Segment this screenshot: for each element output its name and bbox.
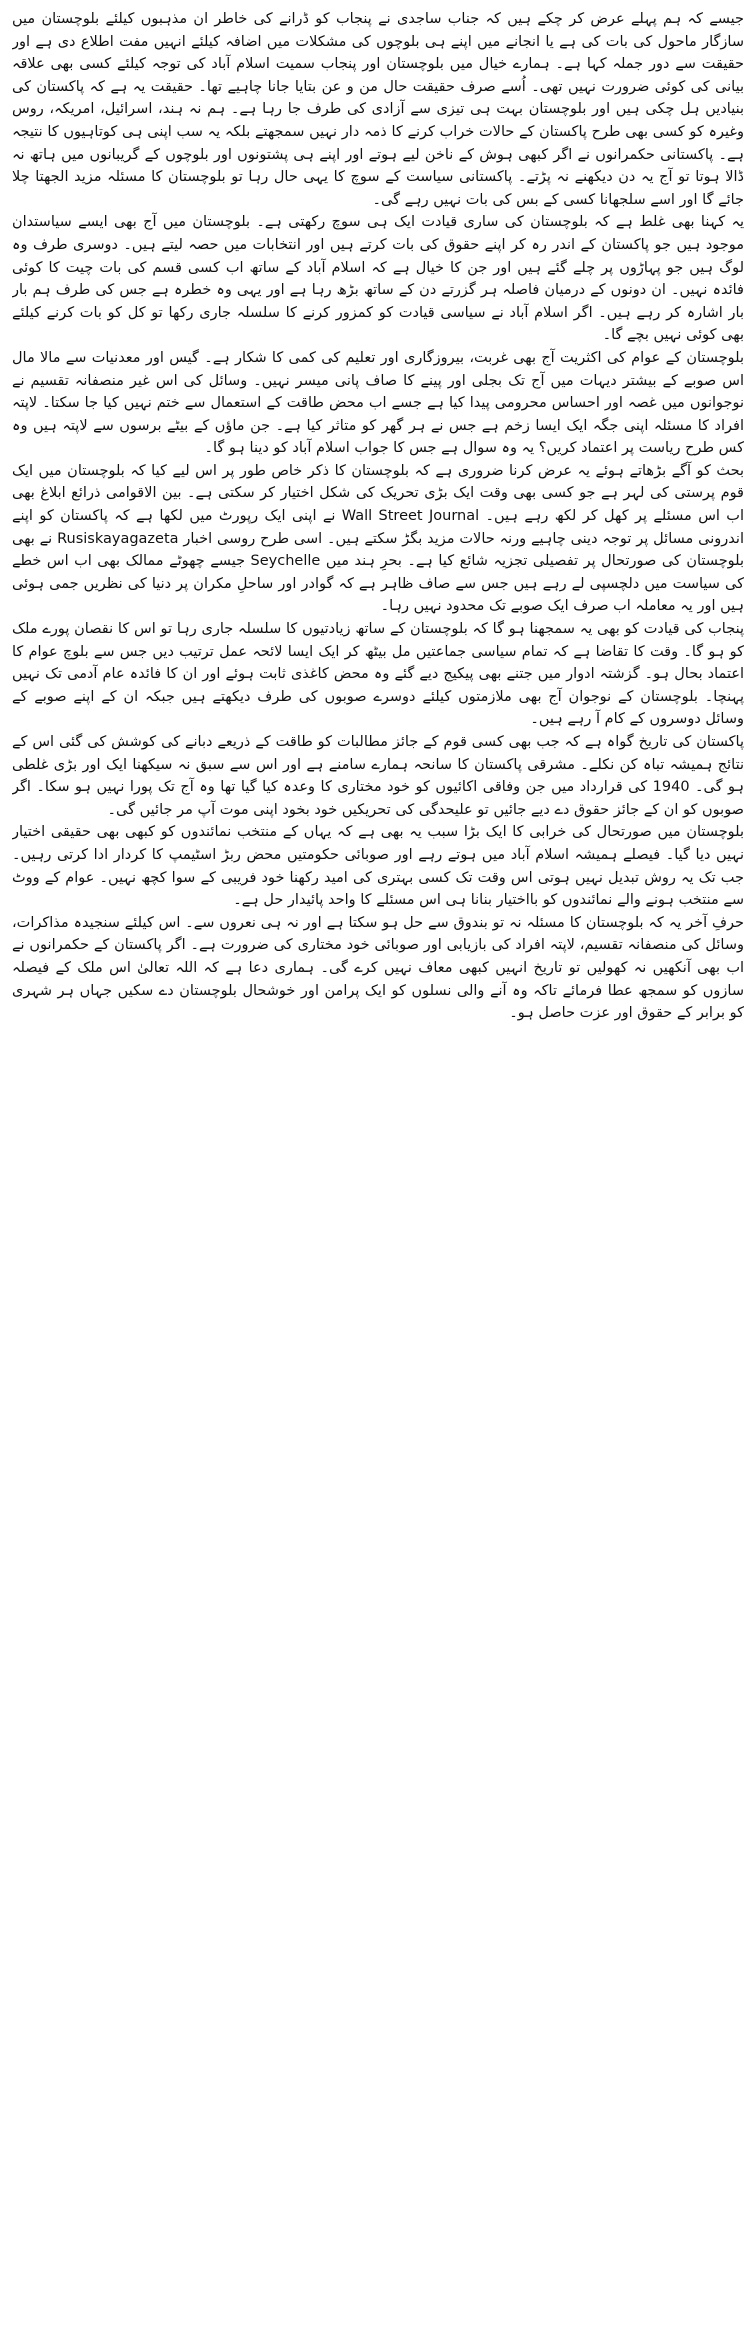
- paragraph-6: پاکستان کی تاریخ گواہ ہے کہ جب بھی کسی قوم کے جائز مطالبات کو طاقت کے ذریعے دبانے کی کوشش کی گئی اس کے نتائج ہمیشہ تباہ کن نکلے۔ مشرقی پاکستان کا سانحہ ہمارے سامنے ہے اور اس سے سبق نہ سیکھنا ایک اور بڑی غلطی ہو گی۔ 1940 کی قرارداد میں جن وفاقی اکائیوں کو خود مختاری کا وعدہ کیا گیا تھا وہ آج تک پورا نہیں ہو سکا۔ اگر صوبوں کو ان کے جائز حقوق دے دیے جائیں تو علیحدگی کی تحریکیں خود بخود اپنی موت آپ مر جائیں گی۔: [12, 734, 744, 818]
- paragraph-1: جیسے کہ ہم پہلے عرض کر چکے ہیں کہ جناب ساجدی نے پنجاب کو ڈرانے کی خاطر ان مذہبوں کیلئے بلوچستان میں سازگار ماحول کی بات کی ہے یا انجانے میں اپنے ہی بلوچوں کی مشکلات میں اضافہ کیلئے انہیں مفت اطلاع دی ہے اور حقیقت سے دور جملہ کہا ہے۔ ہمارے خیال میں بلوچستان اور پنجاب سمیت اسلام آباد کی توجہ کیلئے کسی بھی علاقہ بیانی کی کوئی ضرورت نہیں تھی۔ اُسے صرف حقیقت حال من و عن بتایا جانا چاہیے تھا۔ حقیقت یہ ہے کہ پاکستان کی بنیادیں ہل چکی ہیں اور بلوچستان بہت ہی تیزی سے آزادی کی طرف جا رہا ہے۔ ہم نہ ہند، اسرائیل، امریکہ، روس وغیرہ کو کسی بھی طرح پاکستان کے حالات خراب کرنے کا ذمہ دار نہیں سمجھتے بلکہ یہ سب اپنی ہی کوتاہیوں کا نتیجہ ہے۔ پاکستانی حکمرانوں نے اگر کبھی ہوش کے ناخن لیے ہوتے اور اپنے ہی پشتونوں اور بلوچوں کے گریبانوں میں ہاتھ نہ ڈالا ہوتا تو آج یہ دن دیکھنے نہ پڑتے۔ پاکستانی سیاست کے سوچ کا یہی حال رہا تو بلوچستان کا مسئلہ مزید الجھتا چلا جائے گا اور اسے سلجھانا کسی کے بس کی بات نہیں رہے گی۔: [12, 11, 744, 208]
- paragraph-7: بلوچستان میں صورتحال کی خرابی کا ایک بڑا سبب یہ بھی ہے کہ یہاں کے منتخب نمائندوں کو کبھی بھی حقیقی اختیار نہیں دیا گیا۔ فیصلے ہمیشہ اسلام آباد میں ہوتے رہے اور صوبائی حکومتیں محض ربڑ اسٹیمپ کا کردار ادا کرتی رہیں۔ جب تک یہ روش تبدیل نہیں ہوتی اس وقت تک کسی بہتری کی امید رکھنا خود فریبی کے سوا کچھ نہیں۔ عوام کے ووٹ سے منتخب ہونے والے نمائندوں کو بااختیار بنانا ہی اس مسئلے کا واحد پائیدار حل ہے۔: [12, 824, 744, 909]
- paragraph-2: یہ کہنا بھی غلط ہے کہ بلوچستان کی ساری قیادت ایک ہی سوچ رکھتی ہے۔ بلوچستان میں آج بھی ایسے سیاستدان موجود ہیں جو پاکستان کے اندر رہ کر اپنے حقوق کی بات کرتے ہیں اور انتخابات میں حصہ لیتے ہیں۔ دوسری طرف وہ لوگ ہیں جو پہاڑوں پر چلے گئے ہیں اور جن کا خیال ہے کہ اسلام آباد کے ساتھ اب کسی قسم کی بات چیت کا کوئی فائدہ نہیں۔ ان دونوں کے درمیان فاصلہ ہر گزرتے دن کے ساتھ بڑھ رہا ہے اور یہی وہ خطرہ ہے جس کی طرف ہم بار بار اشارہ کر رہے ہیں۔ اگر اسلام آباد نے سیاسی قیادت کو کمزور کرنے کا سلسلہ جاری رکھا تو کل کو بات کرنے کیلئے بھی کوئی نہیں بچے گا۔: [12, 214, 744, 344]
- paragraph-8: حرفِ آخر یہ کہ بلوچستان کا مسئلہ نہ تو بندوق سے حل ہو سکتا ہے اور نہ ہی نعروں سے۔ اس کیلئے سنجیدہ مذاکرات، وسائل کی منصفانہ تقسیم، لاپتہ افراد کی بازیابی اور صوبائی خود مختاری کی ضرورت ہے۔ اگر پاکستان کے حکمرانوں نے اب بھی آنکھیں نہ کھولیں تو تاریخ انہیں کبھی معاف نہیں کرے گی۔ ہماری دعا ہے کہ اللہ تعالیٰ اس ملک کے فیصلہ سازوں کو سمجھ عطا فرمائے تاکہ وہ آنے والی نسلوں کو ایک پرامن اور خوشحال بلوچستان دے سکیں جہاں ہر شہری کو برابر کے حقوق اور عزت حاصل ہو۔: [12, 914, 744, 1022]
- paragraph-4: بحث کو آگے بڑھاتے ہوئے یہ عرض کرنا ضروری ہے کہ بلوچستان کا ذکر خاص طور پر اس لیے کیا کہ بلوچستان میں ایک قوم پرستی کی لہر ہے جو کسی بھی وقت ایک بڑی تحریک کی شکل اختیار کر سکتی ہے۔ بین الاقوامی ذرائع ابلاغ بھی اب اس مسئلے پر کھل کر لکھ رہے ہیں۔ Wall Street Journal نے اپنی ایک رپورٹ میں لکھا ہے کہ پاکستان کو اپنے اندرونی مسائل پر توجہ دینی چاہیے ورنہ حالات مزید بگڑ سکتے ہیں۔ اسی طرح روسی اخبار Rusiskayagazeta نے بھی بلوچستان کی صورتحال پر تفصیلی تجزیہ شائع کیا ہے۔ بحرِ ہند میں Seychelle جیسے چھوٹے ممالک بھی اب اس خطے کی سیاست میں دلچسپی لے رہے ہیں جس سے صاف ظاہر ہے کہ گوادر اور ساحلِ مکران پر دنیا کی نظریں جمی ہوئی ہیں اور یہ معاملہ اب صرف ایک صوبے تک محدود نہیں رہا۔: [12, 462, 744, 615]
- paragraph-3: بلوچستان کے عوام کی اکثریت آج بھی غربت، بیروزگاری اور تعلیم کی کمی کا شکار ہے۔ گیس اور معدنیات سے مالا مال اس صوبے کے بیشتر دیہات میں آج تک بجلی اور پینے کا صاف پانی میسر نہیں۔ وسائل کی اس غیر منصفانہ تقسیم نے نوجوانوں میں غصہ اور احساس محرومی پیدا کیا ہے جسے اب محض طاقت کے استعمال سے ختم نہیں کیا جا سکتا۔ لاپتہ افراد کا مسئلہ اپنی جگہ ایک ایسا زخم ہے جس نے ہر گھر کو متاثر کیا ہے۔ جن ماؤں کے بیٹے برسوں سے لاپتہ ہیں وہ کس طرح ریاست پر اعتماد کریں؟ یہ وہ سوال ہے جس کا جواب اسلام آباد کو دینا ہو گا۔: [12, 349, 744, 457]
- article-body: [12, 8, 744, 2324]
- paragraph-5: پنجاب کی قیادت کو بھی یہ سمجھنا ہو گا کہ بلوچستان کے ساتھ زیادتیوں کا سلسلہ جاری رہا تو اس کا نقصان پورے ملک کو ہو گا۔ وقت کا تقاضا ہے کہ تمام سیاسی جماعتیں مل بیٹھ کر ایک ایسا لائحہ عمل ترتیب دیں جس سے بلوچ عوام کا اعتماد بحال ہو۔ گزشتہ ادوار میں جتنے بھی پیکیج دیے گئے وہ محض کاغذی ثابت ہوئے اور ان کا فائدہ عام آدمی تک نہیں پہنچا۔ بلوچستان کے نوجوان آج بھی ملازمتوں کیلئے دوسرے صوبوں کی طرف دیکھتے ہیں جبکہ ان کے اپنے صوبے کے وسائل دوسروں کے کام آ رہے ہیں۔: [12, 621, 744, 728]
